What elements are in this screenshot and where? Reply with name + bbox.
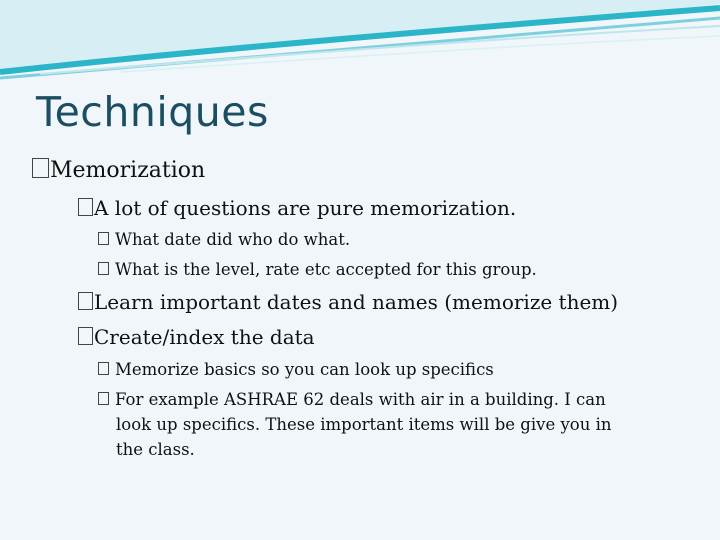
bullet-learn-dates — [78, 290, 618, 314]
bullet-text: For example ASHRAE 62 deals with air in a building. I can — [115, 390, 606, 409]
sub-bullet-ashrae-continuation-2: the class. — [116, 440, 195, 459]
sub-bullet-what-level — [98, 260, 537, 279]
bullet-box-icon — [32, 158, 49, 178]
sub-bullet-ashrae-example — [98, 390, 606, 409]
bullet-text: What is the level, rate etc accepted for this group. — [115, 260, 537, 279]
bullet-box-icon — [98, 362, 109, 375]
header-swoosh-decoration — [0, 0, 720, 90]
bullet-text: Memorization — [50, 158, 206, 183]
bullet-text: What date did who do what. — [115, 230, 351, 249]
bullet-text: Create/index the data — [94, 325, 315, 349]
slide-title: Techniques — [36, 88, 269, 136]
bullet-create-index — [78, 325, 315, 349]
sub-bullet-ashrae-continuation-1: look up specifics. These important items will be give you in — [116, 415, 612, 434]
bullet-pure-memorization — [78, 196, 516, 220]
sub-bullet-memorize-basics — [98, 360, 494, 379]
bullet-memorization — [32, 157, 205, 183]
bullet-box-icon — [78, 292, 93, 310]
bullet-box-icon — [78, 198, 93, 216]
bullet-text: A lot of questions are pure memorization. — [94, 196, 517, 220]
bullet-box-icon — [98, 392, 109, 405]
bullet-box-icon — [98, 262, 109, 275]
bullet-text: Memorize basics so you can look up specifics — [115, 360, 494, 379]
sub-bullet-what-date — [98, 230, 350, 249]
bullet-text: Learn important dates and names (memorize them) — [94, 290, 619, 314]
bullet-box-icon — [98, 232, 109, 245]
bullet-box-icon — [78, 327, 93, 345]
